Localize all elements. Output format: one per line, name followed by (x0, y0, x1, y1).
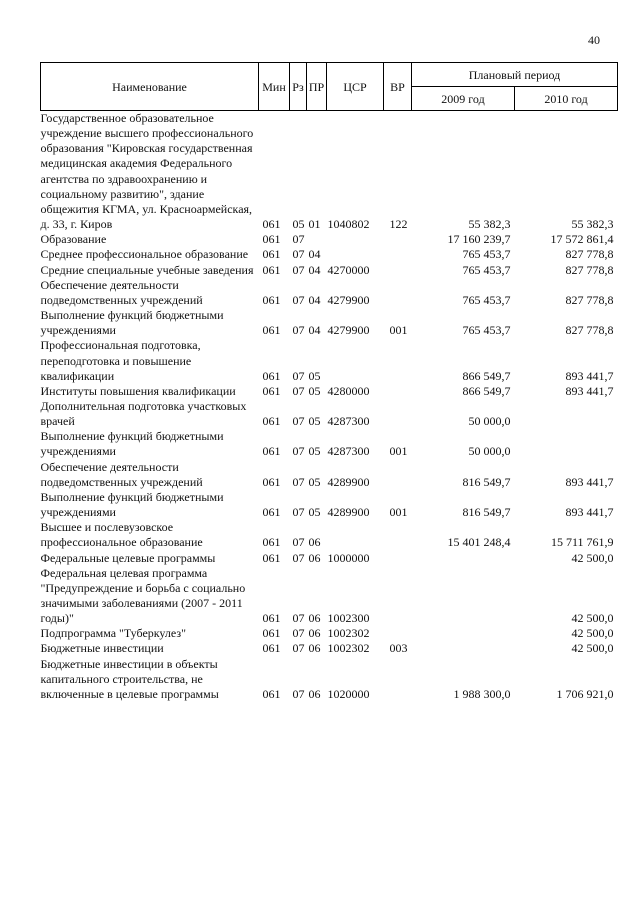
row-min-code: 061 (262, 505, 281, 520)
row-amount-2009: 765 453,7 (462, 292, 511, 307)
row-csr-code (327, 232, 384, 247)
row-csr-code: 4287300 (327, 414, 370, 429)
row-amount-2009: 765 453,7 (462, 323, 511, 338)
table-row (41, 263, 618, 278)
row-name: Бюджетные инвестиции в объекты капитального строительства, не включенные в целевые программы (40, 656, 219, 701)
row-name: Высшее и послевузовское профессиональное образование (40, 520, 203, 550)
row-pr-code: 06 (308, 550, 321, 565)
row-name: Среднее профессиональное образование (40, 247, 249, 262)
table-row (41, 338, 618, 383)
row-amount-2010 (515, 399, 618, 429)
row-amount-2009: 50 000,0 (468, 414, 511, 429)
row-min-code: 061 (262, 262, 281, 277)
row-amount-2009: 816 549,7 (462, 505, 511, 520)
row-pr-code (307, 232, 327, 247)
header-rz: Рз (290, 63, 307, 111)
row-amount-2009: 1 988 300,0 (453, 686, 511, 701)
row-pr-code: 05 (308, 474, 321, 489)
row-vr-code: 001 (389, 444, 408, 459)
table-row (41, 232, 618, 247)
header-planned-period: Плановый период (412, 63, 618, 87)
table-row (41, 641, 618, 656)
row-amount-2010: 893 441,7 (565, 505, 614, 520)
row-vr-code: 001 (389, 323, 408, 338)
row-amount-2010: 15 711 761,9 (550, 535, 614, 550)
row-amount-2009: 17 160 239,7 (447, 232, 511, 247)
table-row (41, 247, 618, 262)
row-pr-code: 04 (308, 247, 321, 262)
table-row (41, 566, 618, 627)
row-csr-code: 4270000 (327, 262, 370, 277)
table-row (41, 520, 618, 550)
table-row (41, 429, 618, 459)
row-name: Профессиональная подготовка, переподготовка и повышение квалификации (40, 338, 201, 383)
row-csr-code: 4289900 (327, 505, 370, 520)
row-csr-code: 1040802 (327, 217, 370, 232)
header-2009: 2009 год (412, 87, 515, 111)
row-vr-code (384, 520, 412, 550)
header-csr: ЦСР (327, 63, 384, 111)
row-amount-2009: 816 549,7 (462, 474, 511, 489)
row-min-code: 061 (262, 641, 281, 656)
row-csr-code: 1002302 (327, 626, 370, 641)
row-min-code: 061 (262, 217, 281, 232)
row-vr-code: 122 (389, 217, 408, 232)
row-pr-code: 06 (308, 611, 321, 626)
row-name: Обеспечение деятельности подведомственных учреждений (40, 459, 203, 489)
row-amount-2010: 42 500,0 (571, 611, 614, 626)
table-row (41, 308, 618, 338)
row-pr-code: 06 (308, 641, 321, 656)
row-rz-code: 07 (292, 505, 305, 520)
row-amount-2009: 50 000,0 (468, 444, 511, 459)
row-min-code: 061 (262, 247, 281, 262)
header-name: Наименование (41, 63, 259, 111)
row-amount-2010: 827 778,8 (565, 262, 614, 277)
row-vr-code (384, 626, 412, 641)
row-pr-code: 04 (308, 323, 321, 338)
row-min-code: 061 (262, 611, 281, 626)
row-name: Выполнение функций бюджетными учреждениями (40, 429, 224, 459)
row-amount-2009 (412, 551, 515, 566)
row-rz-code: 07 (292, 641, 305, 656)
row-amount-2010: 827 778,8 (565, 292, 614, 307)
header-min: Мин (259, 63, 290, 111)
row-vr-code (384, 247, 412, 262)
row-csr-code: 1002302 (327, 641, 370, 656)
row-rz-code: 07 (292, 292, 305, 307)
row-rz-code: 07 (292, 414, 305, 429)
row-name: Обеспечение деятельности подведомственных учреждений (40, 277, 203, 307)
row-vr-code: 001 (389, 505, 408, 520)
row-amount-2009 (412, 626, 515, 641)
row-amount-2010: 55 382,3 (571, 217, 614, 232)
row-csr-code: 4287300 (327, 444, 370, 459)
row-rz-code: 07 (292, 444, 305, 459)
row-amount-2010: 1 706 921,0 (556, 686, 614, 701)
row-vr-code (384, 384, 412, 399)
page-number: 40 (588, 33, 600, 47)
row-name: Государственное образовательное учреждение высшего профессионального образования "Кировская государственная медицинская академия Федерального агентства по здравоохранению и социальному развитию", здание общежития КГМА, ул. Красноармейская, д. 33, г. Киров (40, 111, 254, 232)
row-amount-2010: 827 778,8 (565, 323, 614, 338)
row-rz-code: 07 (292, 232, 305, 247)
table-row (41, 551, 618, 566)
table-row (41, 657, 618, 702)
row-csr-code: 1000000 (327, 550, 370, 565)
row-amount-2009 (412, 641, 515, 656)
row-vr-code (384, 338, 412, 383)
table-body (41, 111, 618, 703)
table-row (41, 460, 618, 490)
row-name: Подпрограмма "Туберкулез" (40, 626, 187, 641)
table-row (41, 384, 618, 399)
row-amount-2009: 866 549,7 (462, 368, 511, 383)
row-amount-2010: 893 441,7 (565, 474, 614, 489)
table-row (41, 111, 618, 233)
row-min-code: 061 (262, 550, 281, 565)
table-row (41, 278, 618, 308)
row-amount-2009: 765 453,7 (462, 247, 511, 262)
row-csr-code: 4279900 (327, 323, 370, 338)
row-rz-code: 07 (292, 535, 305, 550)
row-amount-2009 (412, 566, 515, 627)
row-vr-code (384, 460, 412, 490)
row-amount-2009: 55 382,3 (468, 217, 511, 232)
row-amount-2010: 893 441,7 (565, 383, 614, 398)
row-pr-code: 04 (308, 262, 321, 277)
row-vr-code (384, 657, 412, 702)
row-min-code: 061 (262, 535, 281, 550)
row-name: Средние специальные учебные заведения (40, 262, 254, 277)
row-name: Федеральные целевые программы (40, 550, 216, 565)
row-rz-code: 05 (292, 217, 305, 232)
row-name: Образование (40, 232, 107, 247)
row-vr-code (384, 278, 412, 308)
row-csr-code (327, 247, 384, 262)
header-vr: ВР (384, 63, 412, 111)
row-pr-code: 05 (308, 444, 321, 459)
row-csr-code: 4289900 (327, 474, 370, 489)
row-amount-2010: 893 441,7 (565, 368, 614, 383)
row-csr-code: 1020000 (327, 686, 370, 701)
row-amount-2010: 42 500,0 (571, 626, 614, 641)
table-header (41, 63, 618, 111)
table-row (41, 626, 618, 641)
table-row (41, 490, 618, 520)
row-vr-code (384, 232, 412, 247)
row-rz-code: 07 (292, 686, 305, 701)
row-csr-code (327, 338, 384, 383)
row-min-code: 061 (262, 444, 281, 459)
row-min-code: 061 (262, 232, 281, 247)
row-amount-2010: 17 572 861,4 (550, 232, 614, 247)
row-name: Выполнение функций бюджетными учреждениями (40, 308, 224, 338)
row-pr-code: 05 (308, 414, 321, 429)
row-pr-code: 06 (308, 626, 321, 641)
row-rz-code: 07 (292, 611, 305, 626)
budget-table (40, 62, 618, 702)
row-csr-code (327, 520, 384, 550)
row-rz-code: 07 (292, 550, 305, 565)
row-rz-code: 07 (292, 262, 305, 277)
row-name: Бюджетные инвестиции (40, 641, 164, 656)
table-row (41, 399, 618, 429)
row-min-code: 061 (262, 292, 281, 307)
row-name: Выполнение функций бюджетными учреждениями (40, 489, 224, 520)
row-vr-code (384, 566, 412, 627)
row-csr-code: 4280000 (327, 383, 370, 398)
row-name: Дополнительная подготовка участковых врачей (40, 398, 247, 429)
row-amount-2010: 42 500,0 (571, 641, 614, 656)
row-vr-code (384, 399, 412, 429)
row-rz-code: 07 (292, 474, 305, 489)
header-2010: 2010 год (515, 87, 618, 111)
row-amount-2009: 765 453,7 (462, 262, 511, 277)
row-pr-code: 05 (308, 368, 321, 383)
row-amount-2009: 866 549,7 (462, 383, 511, 398)
row-min-code: 061 (262, 414, 281, 429)
row-min-code: 061 (262, 323, 281, 338)
row-min-code: 061 (262, 383, 281, 398)
row-min-code: 061 (262, 686, 281, 701)
row-min-code: 061 (262, 474, 281, 489)
row-pr-code: 05 (308, 505, 321, 520)
row-amount-2010: 42 500,0 (571, 550, 614, 565)
header-pr: ПР (307, 63, 327, 111)
row-pr-code: 01 (308, 217, 321, 232)
row-rz-code: 07 (292, 247, 305, 262)
row-vr-code (384, 551, 412, 566)
row-name: Федеральная целевая программа "Предупреждение и борьба с социально значимыми заболеваниями (2007 - 2011 годы)" (40, 565, 246, 626)
row-pr-code: 04 (308, 292, 321, 307)
row-rz-code: 07 (292, 383, 305, 398)
row-min-code: 061 (262, 368, 281, 383)
row-rz-code: 07 (292, 323, 305, 338)
row-pr-code: 06 (308, 686, 321, 701)
row-amount-2009: 15 401 248,4 (447, 535, 511, 550)
row-pr-code: 05 (308, 383, 321, 398)
row-vr-code (384, 263, 412, 278)
row-csr-code: 4279900 (327, 292, 370, 307)
row-min-code: 061 (262, 626, 281, 641)
row-pr-code: 06 (308, 535, 321, 550)
row-name: Институты повышения квалификации (40, 383, 236, 398)
row-csr-code: 1002300 (327, 611, 370, 626)
row-amount-2010 (515, 429, 618, 459)
row-amount-2010: 827 778,8 (565, 247, 614, 262)
row-rz-code: 07 (292, 368, 305, 383)
row-vr-code: 003 (389, 641, 408, 656)
row-rz-code: 07 (292, 626, 305, 641)
